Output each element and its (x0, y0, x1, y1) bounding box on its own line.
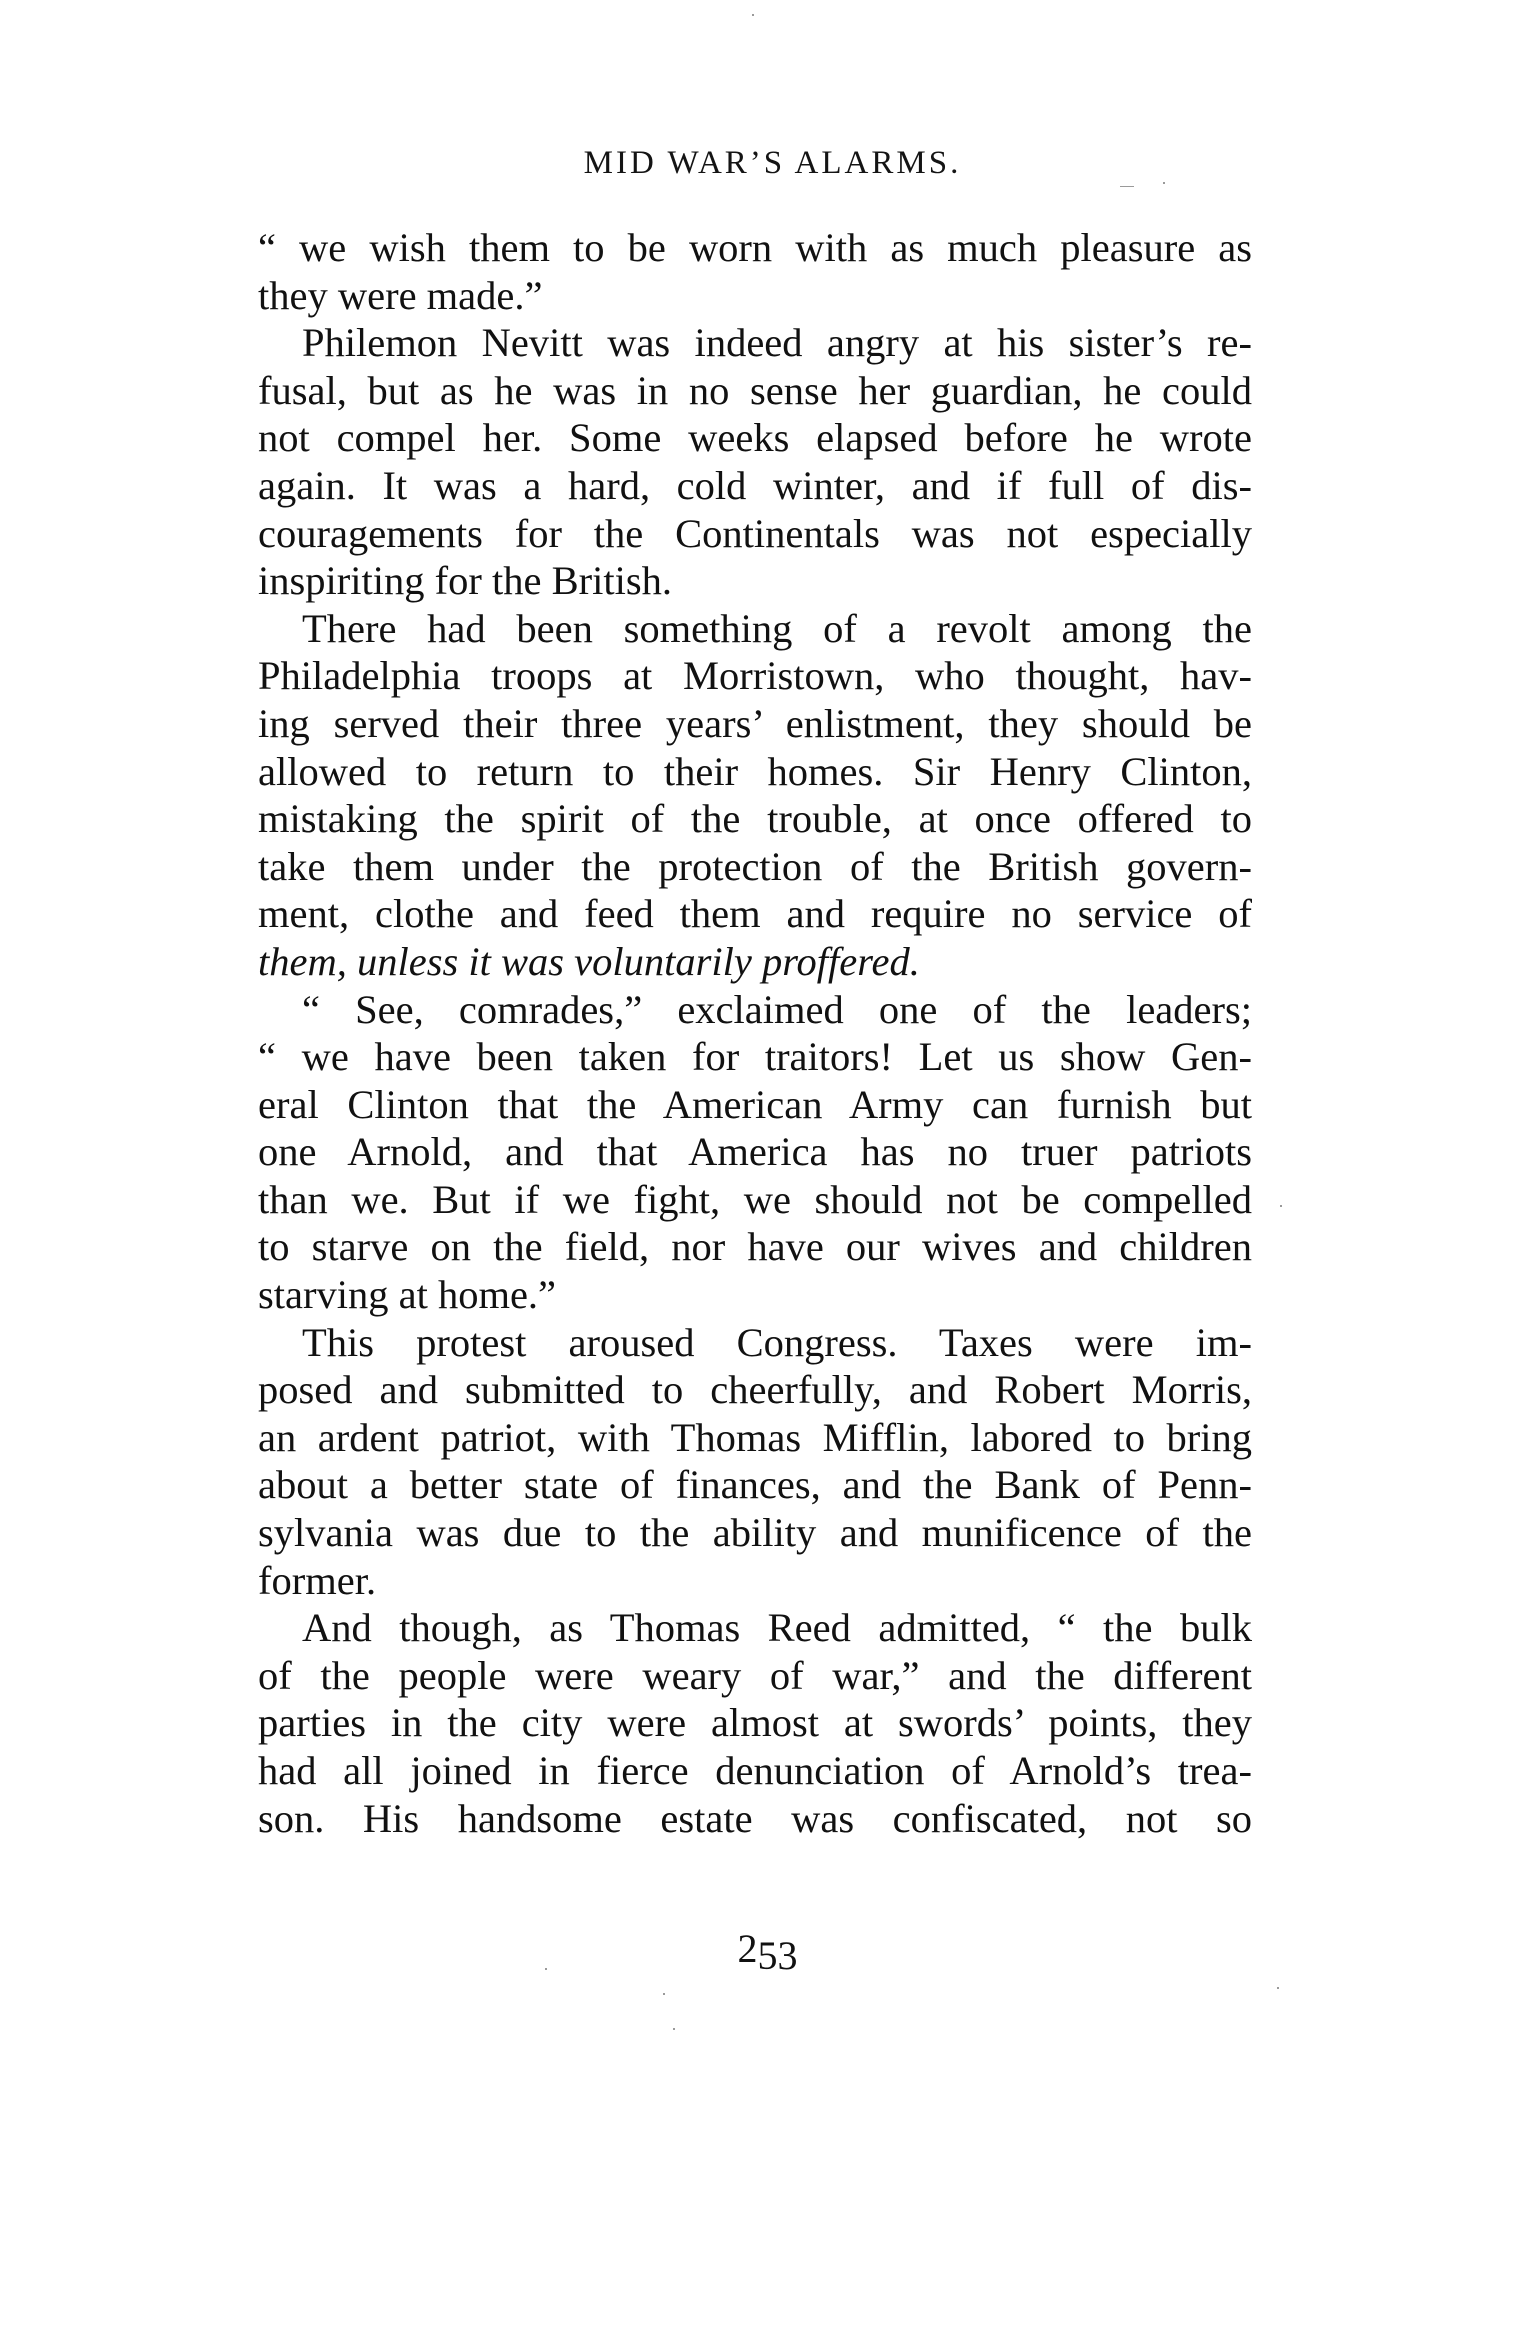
text-line: There had been something of a revolt among the (302, 605, 1252, 651)
text-line: again. It was a hard, cold winter, and if full of dis- (258, 462, 1252, 508)
text-line-italic: them, unless it was voluntarily proffered. (258, 938, 920, 984)
page-number-raised-digit: 2 (737, 1926, 758, 1971)
running-head-title: MID WAR’S ALARMS. (583, 145, 962, 181)
text-line: Philadelphia troops at Morristown, who thought, hav- (258, 653, 1252, 699)
text-line: “ we wish them to be worn with as much pleasure as (258, 225, 1252, 270)
scan-speck (1163, 182, 1165, 184)
text-line: than we. But if we fight, we should not be compelled (258, 1176, 1252, 1222)
scan-speck (1277, 1987, 1279, 1989)
text-line: inspiriting for the British. (258, 558, 672, 604)
body-text (258, 224, 1252, 1842)
text-line: about a better state of finances, and the Bank of Penn- (258, 1462, 1252, 1508)
text-line: former. (258, 1557, 377, 1603)
text-line: son. His handsome estate was confiscated, not so (258, 1795, 1252, 1841)
text-line: of the people were weary of war,” and the different (258, 1652, 1252, 1698)
text-line: one Arnold, and that America has no truer patriots (258, 1129, 1252, 1175)
scan-speck (673, 2028, 675, 2030)
text-line: ing served their three years’ enlistment, they should be (258, 700, 1252, 746)
text-line: ment, clothe and feed them and require no service of (258, 891, 1252, 937)
scan-speck (1280, 1205, 1282, 1207)
text-line: Philemon Nevitt was indeed angry at his sister’s re- (302, 320, 1252, 366)
text-line: take them under the protection of the British govern- (258, 843, 1252, 889)
text-line: couragements for the Continentals was not especially (258, 510, 1252, 556)
page-number-rest: 53 (757, 1933, 798, 1978)
running-head (0, 143, 1535, 183)
page-number (0, 1926, 1535, 1980)
paragraph-5 (258, 1319, 1252, 1605)
paragraph-6 (258, 1604, 1252, 1842)
text-line: an ardent patriot, with Thomas Mifflin, labored to bring (258, 1414, 1252, 1460)
scan-speck (663, 1993, 665, 1995)
scan-speck (1120, 186, 1134, 187)
text-line: starving at home.” (258, 1272, 557, 1318)
text-line: parties in the city were almost at swords’ points, they (258, 1700, 1252, 1746)
text-line: eral Clinton that the American Army can furnish but (258, 1081, 1252, 1127)
scan-speck (752, 14, 754, 16)
text-line: mistaking the spirit of the trouble, at once offered to (258, 796, 1252, 842)
text-line: This protest aroused Congress. Taxes were im- (302, 1319, 1252, 1365)
paragraph-1 (258, 224, 1252, 319)
text-line: allowed to return to their homes. Sir Henry Clinton, (258, 748, 1252, 794)
paragraph-2 (258, 319, 1252, 605)
paragraph-4 (258, 986, 1252, 1319)
text-line: not compel her. Some weeks elapsed before he wrote (258, 415, 1252, 461)
text-line: sylvania was due to the ability and munificence of the (258, 1510, 1252, 1556)
paragraph-3 (258, 605, 1252, 986)
text-line: to starve on the field, nor have our wives and children (258, 1224, 1252, 1270)
text-line: “ we have been taken for traitors! Let us show Gen- (258, 1034, 1252, 1080)
scan-speck (545, 1968, 547, 1970)
text-line: “ See, comrades,” exclaimed one of the leaders; (302, 986, 1252, 1032)
text-line: fusal, but as he was in no sense her guardian, he could (258, 367, 1252, 413)
text-line: had all joined in fierce denunciation of Arnold’s trea- (258, 1748, 1252, 1793)
text-line: posed and submitted to cheerfully, and Robert Morris, (258, 1367, 1252, 1413)
text-line: they were made.” (258, 272, 543, 318)
text-line: And though, as Thomas Reed admitted, “ the bulk (302, 1605, 1252, 1651)
